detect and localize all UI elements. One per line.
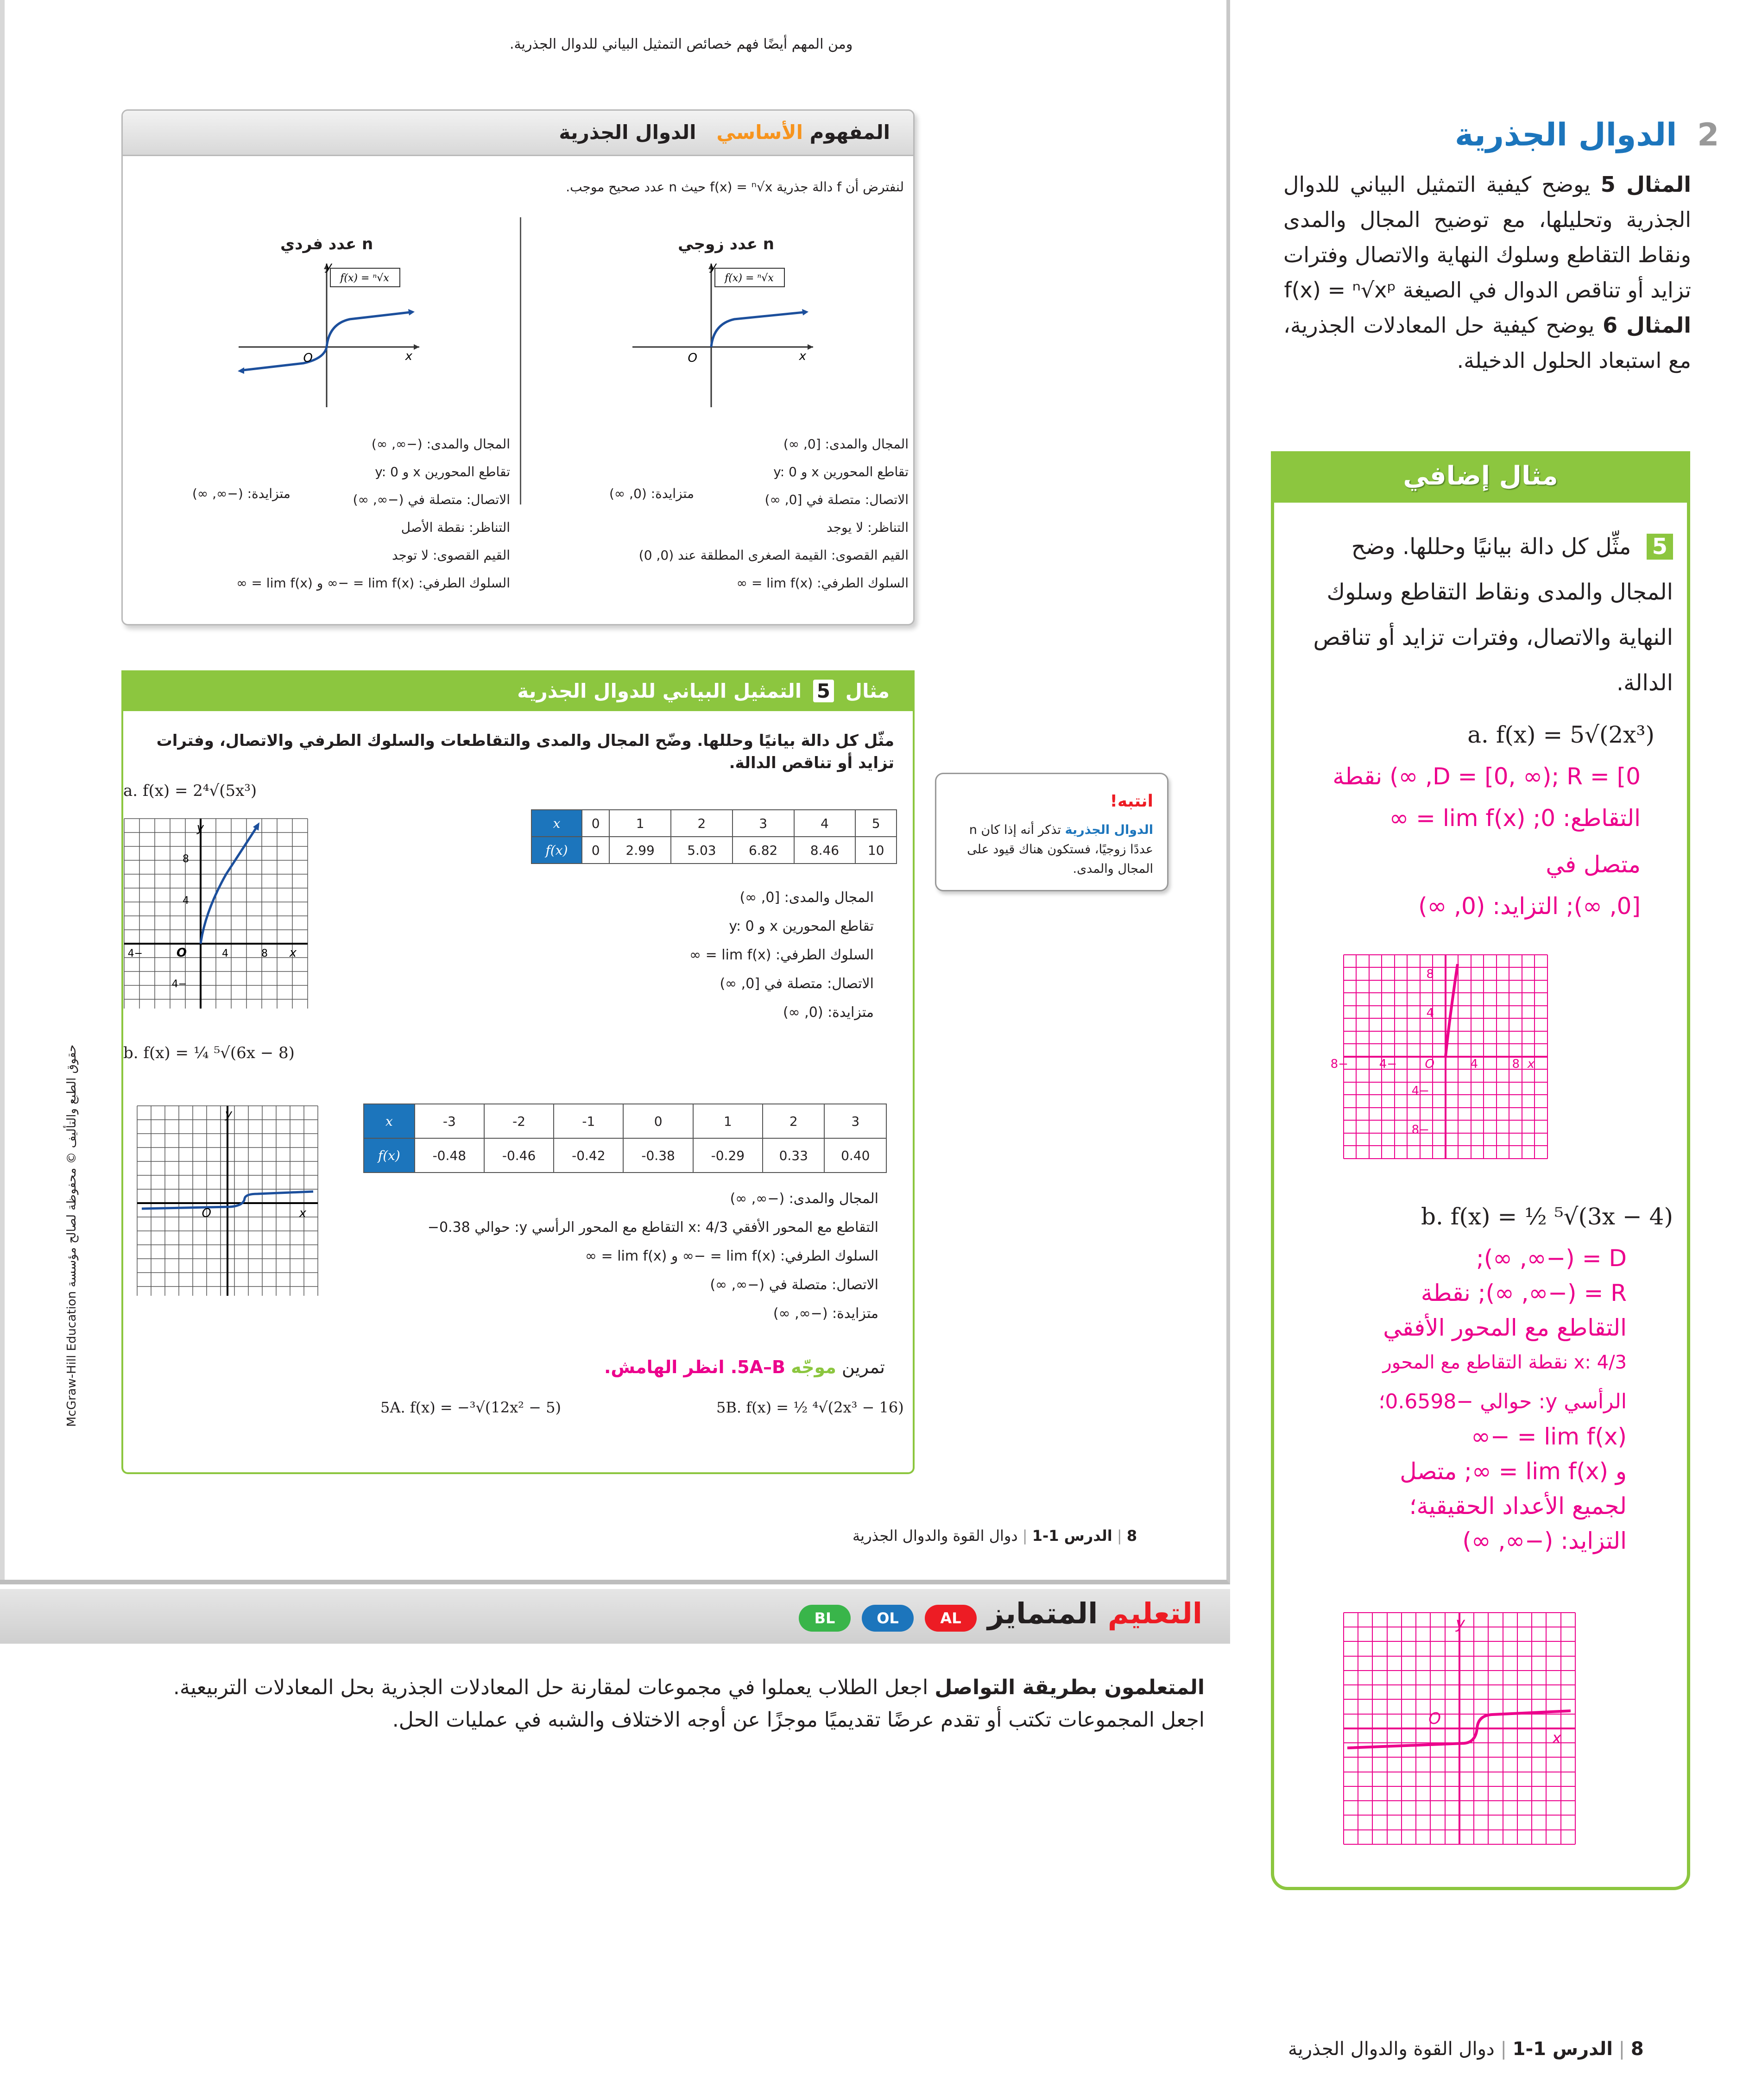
y-label: y: [225, 1107, 232, 1121]
origin-label: O: [176, 946, 187, 960]
ex6-label: المثال 6: [1603, 313, 1692, 338]
example-label: مثال: [845, 680, 890, 702]
answer-b-line: x: 4/3 نقطة التقاطع مع المحور: [1383, 1352, 1627, 1373]
table-cell: 2: [763, 1104, 824, 1138]
x-arrow: [414, 344, 419, 350]
key-concept-label: المفهوم: [809, 121, 890, 144]
exercise-prefix: تمرين: [841, 1357, 885, 1377]
badge-bl: BL: [799, 1605, 851, 1632]
tick-label: 4: [1426, 1006, 1434, 1020]
tick-label: 8: [1512, 1057, 1520, 1071]
x-label: x: [299, 1206, 306, 1220]
table-cell: 3: [824, 1104, 886, 1138]
odd-curve-arrow-right: [408, 309, 415, 315]
part-a-label: a. f(x) = 2⁴√(5x³): [123, 782, 257, 800]
table-cell: -3: [415, 1104, 484, 1138]
column-divider: [520, 217, 521, 505]
example-prompt: مثّل كل دالة بيانيًا وحللها. وضّح المجال والمدى والتقاطعات والسلوك الطرفي والاتصال، وفترات تزايد أو تناقص الدالة.: [156, 732, 894, 772]
key-concept-intro: لنفترض أن f دالة جذرية f(x) = ⁿ√x حيث n عدد صحيح موجب.: [566, 179, 904, 195]
section-heading: [1455, 117, 1719, 153]
table-b: [363, 1104, 887, 1173]
part-a-graph: [124, 819, 308, 1009]
di-lead: المتعلمون بطريقة التواصل: [935, 1676, 1205, 1699]
footer-title: دوال القوة والدوال الجذرية: [853, 1527, 1018, 1545]
origin-label: O: [303, 351, 313, 365]
x-label: x: [799, 349, 806, 363]
table-a: [531, 809, 897, 864]
odd-prop: المجال والمدى: (−∞, ∞): [371, 436, 510, 452]
odd-properties: [186, 430, 510, 597]
fact-line: متزايدة: (−∞, ∞): [773, 1305, 878, 1322]
even-root-graph: [628, 259, 822, 412]
x-arrow: [808, 344, 813, 350]
section-number: 2: [1697, 117, 1719, 153]
key-concept-label-orange: الأساسي: [716, 121, 803, 144]
odd-heading: n عدد فردي: [280, 235, 373, 253]
grid-lines: [124, 819, 308, 1009]
exercise-5a: 5A. f(x) = −³√(12x² − 5): [380, 1399, 561, 1416]
differentiated-title: [987, 1596, 1202, 1630]
x-label: x: [405, 349, 412, 363]
table-b-fx-row: [364, 1138, 886, 1173]
ex5-label: المثال 5: [1600, 172, 1692, 197]
answer-a-function: a. f(x) = 5√(2x³): [1467, 721, 1655, 748]
table-cell: -0.42: [554, 1138, 623, 1173]
odd-prop: تقاطع المحورين x و y: 0: [375, 464, 510, 479]
even-heading: n عدد زوجي: [678, 235, 774, 253]
odd-increasing: متزايدة: (−∞, ∞): [192, 486, 291, 501]
additional-example-text: مثِّل كل دالة بيانيًا وحللها. وضح المجال والمدى ونقاط التقاطع وسلوك النهاية والاتصال، وفترات تزايد أو تناقص الدالة.: [1313, 534, 1673, 696]
additional-example-prompt: [1302, 524, 1673, 706]
table-a-x-row: [531, 810, 897, 837]
answer-b-line: التقاطع مع المحور الأفقي: [1383, 1314, 1627, 1341]
fact-line: السلوك الطرفي: lim f(x) = ∞: [689, 947, 874, 963]
margin-notes: [1283, 167, 1691, 378]
even-prop: التناظر: لا يوجد: [827, 520, 909, 535]
table-cell: 1: [609, 810, 671, 837]
tick-label: −4: [1379, 1057, 1397, 1071]
table-header: f(x): [364, 1138, 415, 1173]
teacher-page-footer: 8 | الدرس 1-1 | دوال القوة والدوال الجذرية: [1288, 2038, 1644, 2060]
fact-line: الاتصال: متصلة في (−∞, ∞): [710, 1277, 878, 1293]
di-title-b: المتمايز: [987, 1596, 1098, 1630]
table-cell: 0: [623, 1104, 693, 1138]
odd-fn-label: f(x) = ⁿ√x: [340, 272, 389, 284]
part-b-label: b. f(x) = ¼ ⁵√(6x − 8): [123, 1044, 295, 1062]
example-6-note: [1283, 308, 1691, 378]
odd-prop: السلوك الطرفي: lim f(x) = −∞ و lim f(x) = ∞: [236, 575, 510, 591]
table-header: f(x): [531, 837, 582, 864]
y-label: y: [1455, 1614, 1465, 1633]
additional-example-number: 5: [1647, 534, 1673, 560]
table-cell: 8.46: [794, 837, 856, 864]
table-cell: -0.38: [623, 1138, 693, 1173]
student-page-footer: 8 | الدرس 1-1 | دوال القوة والدوال الجذرية: [853, 1527, 1137, 1545]
origin-label: O: [1425, 1057, 1434, 1071]
odd-root-graph: [234, 259, 429, 412]
answer-b-function: b. f(x) = ½ ⁵√(3x − 4): [1421, 1203, 1673, 1230]
badge-ol: OL: [862, 1605, 914, 1632]
page-intro: ومن المهم أيضًا فهم خصائص التمثيل البياني للدوال الجذرية.: [510, 36, 853, 52]
even-prop: السلوك الطرفي: lim f(x) = ∞: [736, 575, 909, 591]
tick-label: 4: [222, 948, 228, 959]
table-cell: 1: [693, 1104, 763, 1138]
y-label: y: [709, 259, 717, 273]
key-concept-header: [123, 111, 913, 156]
table-cell: 10: [855, 837, 897, 864]
copyright-credit: حقوق الطبع والتأليف © محفوظة لصالح مؤسسة McGraw-Hill Education: [65, 1044, 79, 1427]
exercise-5b: 5B. f(x) = ½ ⁴√(2x³ − 16): [716, 1399, 904, 1416]
callout-title: انتبه!: [1110, 792, 1153, 811]
origin-label: O: [1428, 1709, 1441, 1728]
section-title: الدوال الجذرية: [1455, 117, 1677, 153]
additional-example-box: [1271, 451, 1690, 1890]
exercise-guided: موجّه: [791, 1357, 836, 1377]
answer-a-line: D = [0, ∞); R = [0, ∞) نقطة: [1333, 763, 1641, 790]
example-5-note: [1283, 167, 1691, 308]
origin-label: O: [688, 351, 697, 365]
table-cell: 2.99: [609, 837, 671, 864]
table-cell: -0.29: [693, 1138, 763, 1173]
odd-prop: القيم القصوى: لا توجد: [392, 548, 510, 563]
x-label: x: [289, 946, 297, 960]
fact-line: المجال والمدى: [0, ∞): [739, 889, 874, 906]
example-5-header: [123, 670, 913, 711]
key-concept-title: الدوال الجذرية: [559, 121, 696, 144]
tick-label: 8: [1426, 967, 1434, 981]
answer-b-line: R = (−∞, ∞); نقطة: [1421, 1280, 1627, 1306]
table-a-fx-row: [531, 837, 897, 864]
table-cell: -0.46: [484, 1138, 554, 1173]
tick-label: −4: [171, 978, 187, 990]
even-curve-arrow: [802, 309, 808, 315]
even-curve: [711, 312, 804, 347]
callout-text: تذكر أنه إذا كان n عددًا زوجيًا، فستكون هناك قيود على المجال والمدى.: [967, 823, 1153, 876]
example-5-box: [121, 670, 915, 1474]
table-cell: 0: [582, 837, 609, 864]
fact-line: الاتصال: متصلة في [0, ∞): [720, 976, 874, 992]
table-cell: 0: [582, 810, 609, 837]
facts-b: [355, 1185, 878, 1328]
answer-b-line: التزايد: (−∞, ∞): [1462, 1527, 1627, 1554]
callout-body: [950, 820, 1153, 879]
y-label: y: [325, 259, 332, 273]
even-prop: القيم القصوى: القيمة الصغرى المطلقة عند (0, 0): [638, 548, 909, 563]
answer-a-line: متصل في: [1546, 851, 1641, 878]
tick-label: 8: [183, 853, 189, 865]
fact-line: متزايدة: (0, ∞): [783, 1004, 874, 1021]
part-b-graph: [137, 1106, 318, 1296]
odd-prop: التناظر: نقطة الأصل: [401, 520, 510, 535]
tick-label: 8: [261, 948, 268, 959]
facts-a: [587, 883, 874, 1027]
odd-curve-arrow-left: [238, 367, 244, 374]
di-body: اجعل الطلاب يعملوا في مجموعات لمقارنة حل المعادلات الجذرية بحل المعادلات التربيعية. اجعل المجموعات تكتب أو تقدم عرضًا تقديميًا موجزًا عن أوجه الاختلاف والشبه في عمليات الحل.: [173, 1676, 1205, 1732]
fact-line: التقاطع مع المحور الأفقي x: 4/3 التقاطع مع المحور الرأسي y: حوالي 0.38−: [427, 1219, 878, 1236]
footer-title: دوال القوة والدوال الجذرية: [1288, 2038, 1495, 2060]
guided-practice: [604, 1357, 885, 1377]
answer-b-line: و lim f(x) = ∞; متصل: [1400, 1458, 1627, 1485]
differentiated-text: [167, 1671, 1205, 1736]
answer-a-curve: [1446, 964, 1458, 1057]
table-cell: -0.48: [415, 1138, 484, 1173]
y-label: y: [196, 821, 204, 835]
tick-label: 4: [1470, 1057, 1478, 1071]
key-concept-box: [121, 109, 915, 625]
table-b-x-row: [364, 1104, 886, 1138]
table-cell: 3: [733, 810, 794, 837]
footer-lesson: الدرس 1-1: [1512, 2038, 1613, 2060]
table-header: x: [364, 1104, 415, 1138]
x-label: x: [1527, 1057, 1535, 1071]
table-cell: 0.40: [824, 1138, 886, 1173]
footer-lesson: الدرس 1-1: [1032, 1527, 1112, 1545]
footer-page-number: 8: [1126, 1527, 1137, 1545]
answer-b-line: الرأسي y: حوالي −0.6598؛: [1378, 1390, 1627, 1413]
table-cell: 4: [794, 810, 856, 837]
odd-prop: الاتصال: متصلة في (−∞, ∞): [353, 492, 510, 507]
fact-line: المجال والمدى: (−∞, ∞): [730, 1191, 878, 1207]
tick-label: −4: [1411, 1084, 1429, 1098]
table-cell: -1: [554, 1104, 623, 1138]
part-a-curve: [201, 828, 256, 944]
even-prop: تقاطع المحورين x و y: 0: [773, 464, 909, 479]
answer-b-graph: [1344, 1613, 1575, 1844]
answer-a-graph: [1330, 955, 1547, 1159]
tick-label: −8: [1411, 1123, 1429, 1137]
tick-label: 4: [183, 895, 189, 907]
additional-example-header: مثال إضافي: [1274, 454, 1687, 503]
even-prop: المجال والمدى: [0, ∞): [783, 436, 909, 452]
x-label: x: [1552, 1729, 1561, 1747]
footer-page-number: 8: [1630, 2038, 1644, 2060]
answer-b-line: D = (−∞, ∞);: [1476, 1245, 1627, 1272]
ex5-text: يوضح كيفية التمثيل البياني للدوال الجذرية وتحليلها، مع توضيح المجال والمدى ونقاط التقاطع وسلوك النهاية والاتصال وفترات تزايد أو تناقص الدوال في الصيغة f(x) = ⁿ√xᵖ: [1283, 172, 1691, 303]
ex6-text: يوضح كيفية حل المعادلات الجذرية، مع استبعاد الحلول الدخيلة.: [1283, 313, 1691, 373]
table-cell: 2: [671, 810, 733, 837]
table-cell: -2: [484, 1104, 554, 1138]
fact-line: تقاطع المحورين x و y: 0: [729, 918, 874, 934]
even-increasing: متزايدة: (0, ∞): [609, 486, 694, 501]
even-fn-label: f(x) = ⁿ√x: [725, 272, 774, 284]
di-title-a: التعليم: [1107, 1596, 1202, 1630]
callout-term: الدوال الجذرية: [1065, 823, 1153, 837]
answer-a-line: [0, ∞); التزايد: (0, ∞): [1418, 893, 1641, 920]
origin-label: O: [202, 1206, 211, 1220]
table-cell: 6.82: [733, 837, 794, 864]
table-cell: 5.03: [671, 837, 733, 864]
table-header: x: [531, 810, 582, 837]
badge-al: AL: [925, 1605, 977, 1632]
answer-b-line: lim f(x) = −∞: [1471, 1423, 1627, 1450]
example-number: 5: [813, 680, 834, 702]
watch-out-callout: [935, 773, 1168, 891]
tick-label: −4: [127, 948, 143, 959]
fact-line: السلوك الطرفي: lim f(x) = −∞ و lim f(x) = ∞: [585, 1248, 878, 1264]
answer-a-line: التقاطع: 0; lim f(x) = ∞: [1389, 805, 1641, 832]
even-prop: الاتصال: متصلة في [0, ∞): [764, 492, 909, 507]
even-properties: [584, 430, 909, 597]
differentiated-band: [0, 1589, 1230, 1644]
example-title: التمثيل البياني للدوال الجذرية: [517, 680, 802, 702]
table-cell: 5: [855, 810, 897, 837]
answer-b-line: لجميع الأعداد الحقيقية؛: [1409, 1493, 1627, 1520]
table-cell: 0.33: [763, 1138, 824, 1173]
tick-label: −8: [1330, 1057, 1348, 1071]
exercise-ref: 5A–B. انظر الهامش.: [604, 1357, 785, 1377]
